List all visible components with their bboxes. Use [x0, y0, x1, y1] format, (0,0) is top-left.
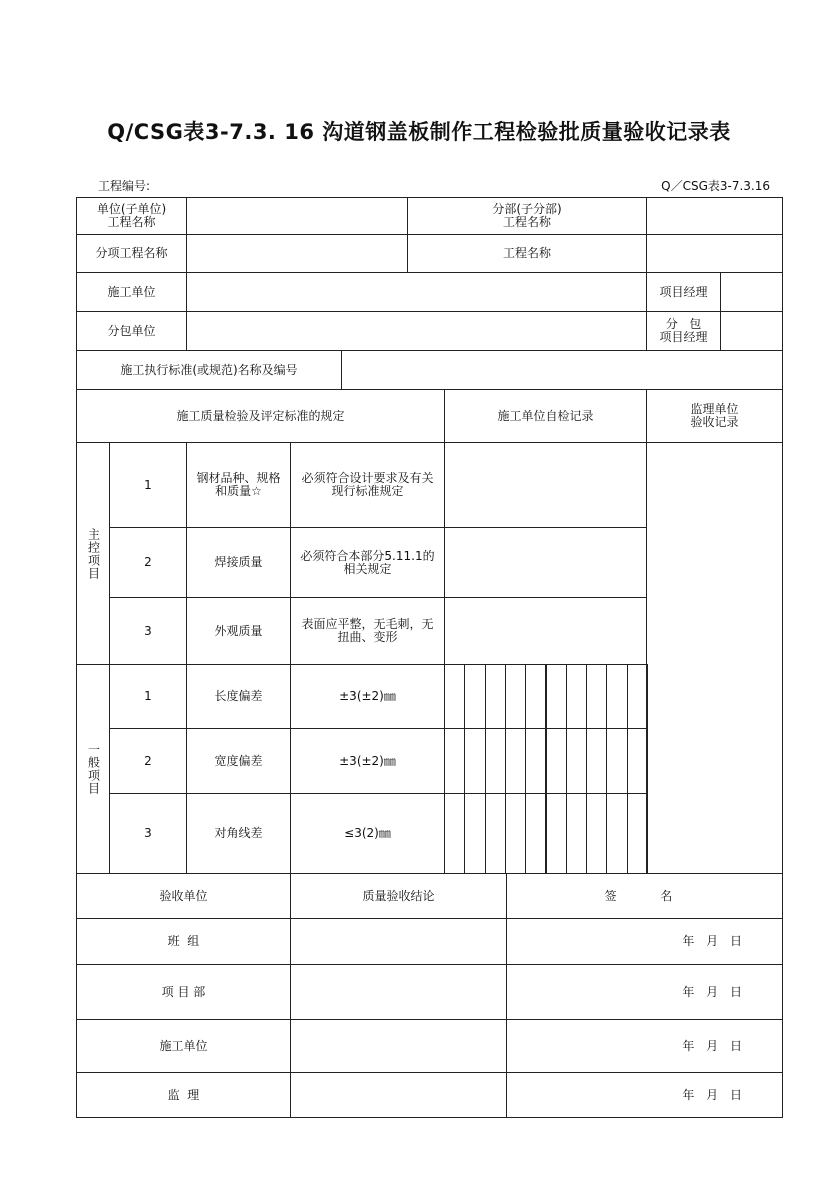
- sub-project-manager-label: 分 包 项目经理: [646, 311, 721, 351]
- main-control-section: [76, 442, 110, 665]
- measurement-cell[interactable]: [525, 664, 546, 729]
- measurement-cell[interactable]: [444, 664, 465, 729]
- measurement-cell[interactable]: [464, 793, 485, 874]
- measurement-cell[interactable]: [606, 664, 627, 729]
- project-name-value[interactable]: [646, 234, 783, 273]
- main-control-label: 主控项目: [86, 527, 101, 580]
- general-item-1-no: 1: [109, 664, 187, 729]
- measurement-cell[interactable]: [566, 793, 587, 874]
- acceptance-row-1-conclusion[interactable]: [290, 918, 507, 965]
- self-check-column-header: 施工单位自检记录: [444, 389, 647, 443]
- unit-name-label: 单位(子单位) 工程名称: [76, 197, 187, 235]
- project-name-label: 工程名称: [407, 234, 647, 273]
- acceptance-conclusion-header: 质量验收结论: [290, 873, 507, 919]
- acceptance-row-3-conclusion[interactable]: [290, 1019, 507, 1073]
- measurement-cell[interactable]: [546, 664, 567, 729]
- project-manager-value[interactable]: [720, 272, 783, 312]
- acceptance-unit-header: 验收单位: [76, 873, 291, 919]
- sub-division-label: 分部(子分部) 工程名称: [407, 197, 647, 235]
- inspection-form-table: [76, 197, 783, 1118]
- measurement-cell[interactable]: [586, 793, 607, 874]
- main-item-3-no: 3: [109, 597, 187, 665]
- measurement-cell[interactable]: [606, 793, 627, 874]
- sub-project-manager-value[interactable]: [720, 311, 783, 351]
- main-item-3-record[interactable]: [444, 597, 647, 665]
- measurement-cell[interactable]: [505, 728, 526, 794]
- main-item-1-name: 钢材品种、规格 和质量☆: [186, 442, 291, 528]
- acceptance-row-1-date[interactable]: 年 月 日: [506, 918, 783, 965]
- main-item-2-standard: 必须符合本部分5.11.1的 相关规定: [290, 527, 445, 598]
- general-item-1-standard: ±3(±2)㎜: [290, 664, 445, 729]
- main-item-1-no: 1: [109, 442, 187, 528]
- supervision-record[interactable]: [646, 442, 783, 874]
- standard-value[interactable]: [341, 350, 783, 390]
- acceptance-row-2-conclusion[interactable]: [290, 964, 507, 1020]
- subcontract-unit-label: 分包单位: [76, 311, 187, 351]
- main-item-2-record[interactable]: [444, 527, 647, 598]
- general-item-2-no: 2: [109, 728, 187, 794]
- measurement-cell[interactable]: [444, 793, 465, 874]
- sub-item-name-label: 分项工程名称: [76, 234, 187, 273]
- general-item-3-no: 3: [109, 793, 187, 874]
- construction-unit-value[interactable]: [186, 272, 647, 312]
- measurement-cell[interactable]: [485, 728, 506, 794]
- measurement-cell[interactable]: [444, 728, 465, 794]
- acceptance-row-4-date[interactable]: 年 月 日: [506, 1072, 783, 1118]
- measurement-cell[interactable]: [586, 728, 607, 794]
- measurement-cell[interactable]: [485, 793, 506, 874]
- measurement-cell[interactable]: [525, 793, 546, 874]
- main-item-1-record[interactable]: [444, 442, 647, 528]
- main-item-3-name: 外观质量: [186, 597, 291, 665]
- main-item-2-no: 2: [109, 527, 187, 598]
- general-item-1-name: 长度偏差: [186, 664, 291, 729]
- measurement-cell[interactable]: [627, 664, 648, 729]
- acceptance-signature-header: 签 名: [506, 873, 783, 919]
- sub-item-name-value[interactable]: [186, 234, 408, 273]
- measurement-cell[interactable]: [627, 793, 648, 874]
- general-section: [76, 664, 110, 874]
- sub-division-value[interactable]: [646, 197, 783, 235]
- supervision-column-header: 监理单位 验收记录: [646, 389, 783, 443]
- acceptance-row-4-unit: 监 理: [76, 1072, 291, 1118]
- standard-label: 施工执行标准(或规范)名称及编号: [76, 350, 342, 390]
- measurement-cell[interactable]: [546, 793, 567, 874]
- unit-name-value[interactable]: [186, 197, 408, 235]
- measurement-cell[interactable]: [464, 664, 485, 729]
- measurement-cell[interactable]: [505, 793, 526, 874]
- general-item-2-standard: ±3(±2)㎜: [290, 728, 445, 794]
- form-code: Q／CSG表3-7.3.16: [661, 179, 770, 193]
- measurement-cell[interactable]: [546, 728, 567, 794]
- measurement-cell[interactable]: [525, 728, 546, 794]
- acceptance-row-3-date[interactable]: 年 月 日: [506, 1019, 783, 1073]
- subcontract-unit-value[interactable]: [186, 311, 647, 351]
- measurement-cell[interactable]: [606, 728, 627, 794]
- main-item-2-name: 焊接质量: [186, 527, 291, 598]
- general-item-3-name: 对角线差: [186, 793, 291, 874]
- measurement-cell[interactable]: [464, 728, 485, 794]
- acceptance-row-2-date[interactable]: 年 月 日: [506, 964, 783, 1020]
- general-item-2-name: 宽度偏差: [186, 728, 291, 794]
- spec-column-header: 施工质量检验及评定标准的规定: [76, 389, 445, 443]
- measurement-cell[interactable]: [566, 664, 587, 729]
- main-item-1-standard: 必须符合设计要求及有关 现行标准规定: [290, 442, 445, 528]
- acceptance-row-1-unit: 班 组: [76, 918, 291, 965]
- acceptance-row-2-unit: 项 目 部: [76, 964, 291, 1020]
- acceptance-row-4-conclusion[interactable]: [290, 1072, 507, 1118]
- project-number-label: 工程编号:: [98, 179, 151, 193]
- measurement-cell[interactable]: [485, 664, 506, 729]
- general-label: 一般项目: [86, 743, 101, 795]
- project-manager-label: 项目经理: [646, 272, 721, 312]
- measurement-cell[interactable]: [627, 728, 648, 794]
- acceptance-row-3-unit: 施工单位: [76, 1019, 291, 1073]
- measurement-cell[interactable]: [586, 664, 607, 729]
- general-item-3-standard: ≤3(2)㎜: [290, 793, 445, 874]
- measurement-cell[interactable]: [566, 728, 587, 794]
- measurement-cell[interactable]: [505, 664, 526, 729]
- construction-unit-label: 施工单位: [76, 272, 187, 312]
- main-item-3-standard: 表面应平整，无毛刺，无 扭曲、变形: [290, 597, 445, 665]
- form-title: Q/CSG表3-7.3. 16 沟道钢盖板制作工程检验批质量验收记录表: [107, 120, 731, 144]
